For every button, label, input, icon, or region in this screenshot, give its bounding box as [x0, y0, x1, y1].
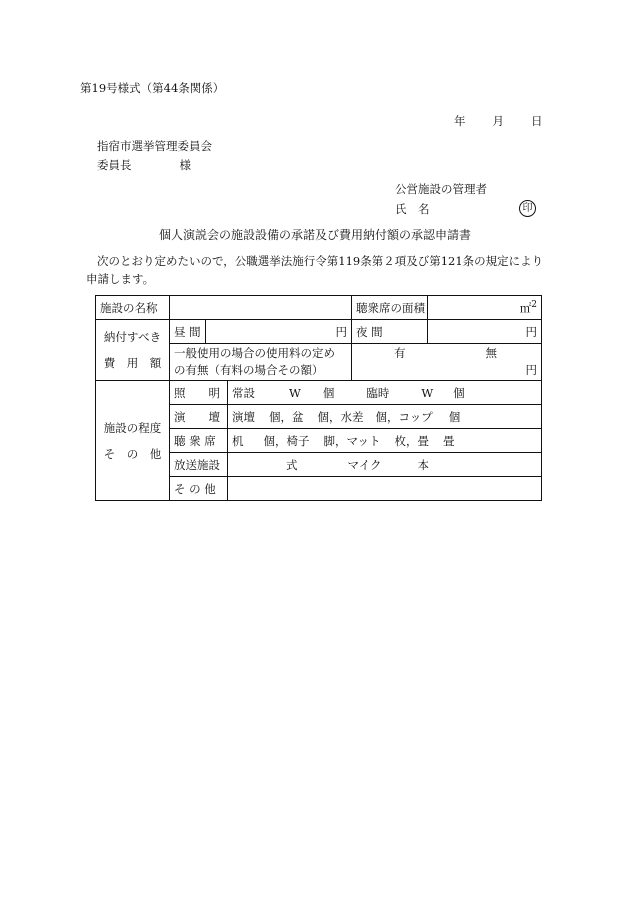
usage-fee-label-line-2: の有無（有料の場合その額） [174, 363, 324, 377]
lighting-watt-2: W [421, 385, 434, 400]
document-title: 個人演説会の施設設備の承諾及び費用納付額の承認申請書 [158, 228, 471, 242]
seating-area-label: 聴衆席の面積 [352, 296, 428, 320]
other-field[interactable] [228, 477, 542, 501]
date-month: 月 [492, 114, 504, 128]
form-number: 第19号様式（第44条関係） [80, 81, 225, 95]
option-yes[interactable]: 有 [394, 346, 406, 360]
area-unit-sup: 2 [531, 299, 537, 310]
podium-item-1: 演壇 [232, 409, 255, 424]
podium-item-4: 個，コップ [375, 409, 433, 424]
day-yen: 円 [335, 324, 347, 339]
addressee-organization: 指宿市選挙管理委員会 [97, 139, 212, 153]
addressee-chair-label: 委員長 [97, 158, 132, 172]
day-fee-field[interactable] [206, 320, 352, 344]
broadcast-field[interactable] [228, 453, 542, 477]
podium-item-3: 個，水差 [317, 409, 364, 424]
date-day: 日 [531, 114, 543, 128]
fee-label-line-1: 納付すべき [103, 330, 162, 344]
applicant-name-label: 氏 名 [395, 202, 430, 216]
broadcast-pieces: 本 [417, 457, 430, 472]
lighting-field[interactable] [228, 381, 542, 405]
usage-fee-field[interactable] [352, 344, 542, 381]
broadcast-mic: マイク [347, 457, 382, 472]
usage-fee-yen: 円 [525, 363, 537, 377]
podium-field[interactable] [228, 405, 542, 429]
usage-fee-label-line-1: 一般使用の場合の使用料の定め [174, 346, 335, 360]
addressee-chair [97, 160, 191, 172]
application-table [95, 295, 542, 501]
fee-label-line-2: 費 用 額 [103, 356, 162, 370]
night-label: 夜 間 [352, 320, 428, 344]
seating-item-3: 脚，マット [323, 433, 381, 448]
facility-name-label: 施設の名称 [96, 296, 170, 320]
lighting-count-2: 個 [453, 385, 465, 400]
lighting-label: 照 明 [170, 381, 228, 405]
extent-label-line-2: そ の 他 [103, 446, 162, 461]
body-text-line-2: 申請します。 [86, 272, 155, 286]
lighting-permanent: 常設 [232, 385, 255, 400]
area-unit: ㎡ [519, 300, 532, 315]
night-yen: 円 [525, 324, 537, 339]
applicant-role: 公営施設の管理者 [395, 182, 487, 196]
other-label: そ の 他 [170, 477, 228, 501]
lighting-count-1: 個 [322, 385, 335, 400]
night-fee-field[interactable] [428, 320, 542, 344]
podium-item-2: 個，盆 [269, 409, 304, 424]
seating-item-2: 個，椅子 [263, 433, 310, 448]
podium-item-5: 個 [448, 409, 461, 424]
lighting-temporary: 臨時 [366, 385, 390, 400]
seal-mark: 印 [519, 200, 536, 217]
podium-label: 演 壇 [170, 405, 228, 429]
addressee-honorific: 様 [179, 158, 191, 172]
seating-item-5: 畳 [443, 433, 455, 448]
seating-item-4: 枚，畳 [394, 433, 430, 448]
broadcast-label: 放送施設 [170, 453, 228, 477]
date-line [454, 116, 543, 128]
fee-label [96, 320, 170, 381]
date-year: 年 [454, 114, 466, 128]
seating-area-field[interactable] [428, 296, 542, 320]
body-text-line-1: 次のとおり定めたいので，公職選挙法施行令第119条第２項及び第121条の規定により [97, 254, 544, 268]
seating-item-1: 机 [232, 433, 244, 448]
lighting-watt-1: W [289, 385, 301, 400]
seating-field[interactable] [228, 429, 542, 453]
usage-fee-label [170, 344, 352, 381]
yes-no-row [356, 345, 537, 362]
broadcast-set: 式 [286, 457, 298, 472]
extent-label-line-1: 施設の程度 [103, 420, 162, 435]
facility-name-field[interactable] [170, 296, 352, 320]
option-no[interactable]: 無 [485, 346, 497, 360]
seating-label: 聴 衆 席 [170, 429, 228, 453]
extent-label [96, 381, 170, 501]
day-label: 昼 間 [170, 320, 206, 344]
